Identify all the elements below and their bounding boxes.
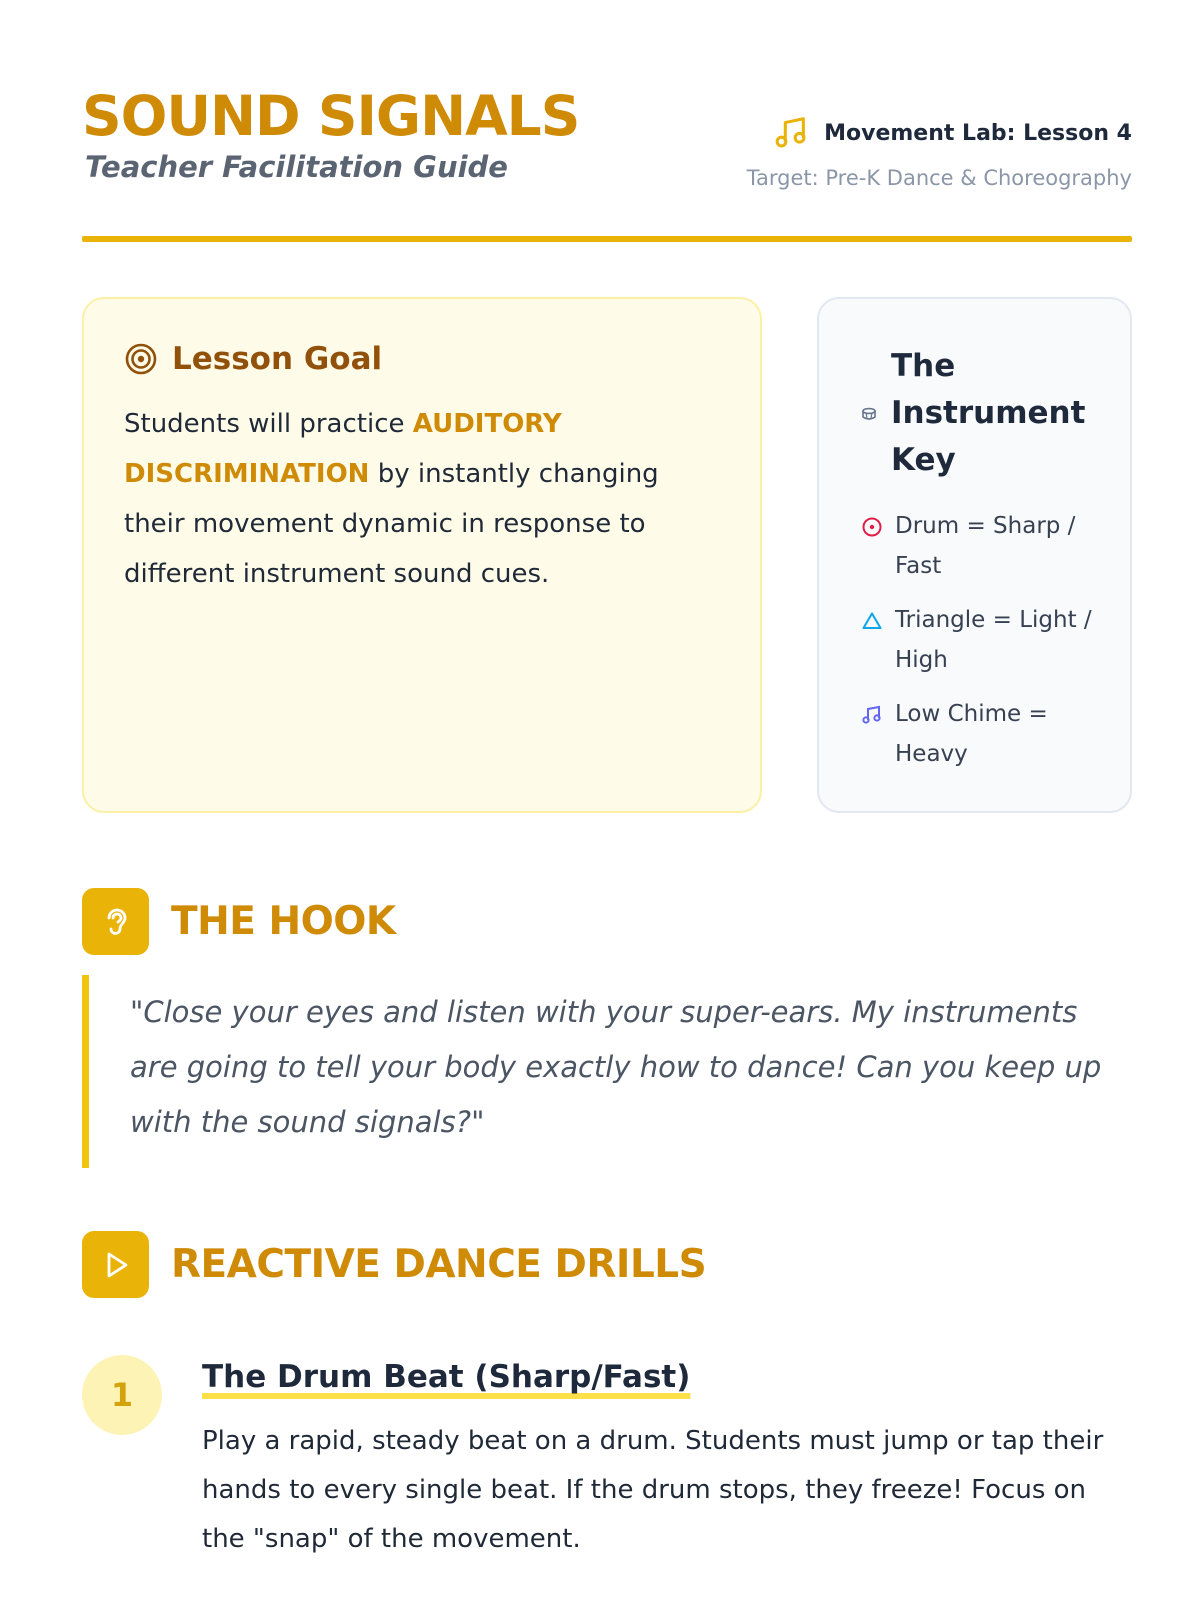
instrument-key-card bbox=[817, 297, 1132, 813]
hook-quote bbox=[82, 975, 1132, 1168]
header bbox=[82, 84, 1132, 244]
triangle-icon bbox=[861, 610, 883, 632]
header-divider bbox=[82, 236, 1132, 242]
target-icon bbox=[124, 342, 158, 376]
chime-icon bbox=[861, 704, 883, 726]
hook-title: THE HOOK bbox=[171, 899, 396, 944]
drill-description: Play a rapid, steady beat on a drum. Students must jump or tap their hands to every single beat. If the drum stops, they freeze! Focus on the "snap" of the movement. bbox=[202, 1426, 1104, 1554]
goal-text-start: Students will practice bbox=[124, 409, 413, 439]
instrument-key-title: The Instrument Key bbox=[891, 348, 1086, 478]
drum-icon bbox=[861, 406, 877, 422]
instrument-key-heading bbox=[861, 343, 1110, 484]
key-item-label: Low Chime = Heavy bbox=[895, 701, 1048, 767]
key-item-label: Triangle = Light / High bbox=[895, 607, 1092, 673]
drills-title: REACTIVE DANCE DRILLS bbox=[171, 1242, 707, 1287]
lesson-goal-heading bbox=[124, 341, 720, 377]
hook-badge bbox=[82, 888, 149, 955]
page-title: SOUND SIGNALS bbox=[82, 84, 580, 148]
drum-circle-icon bbox=[861, 516, 883, 538]
lesson-row bbox=[747, 114, 1132, 152]
drills-section-header bbox=[82, 1231, 706, 1298]
key-item-drum bbox=[861, 506, 1110, 586]
target-label: Target: Pre-K Dance & Choreography bbox=[746, 166, 1132, 190]
page-subtitle: Teacher Facilitation Guide bbox=[85, 150, 508, 184]
lesson-goal-title: Lesson Goal bbox=[172, 341, 383, 377]
goal-text-end: by instantly changing their movement dynamic in response to different instrument sound cues. bbox=[124, 459, 659, 589]
key-item-chime bbox=[861, 694, 1110, 774]
drill-number: 1 bbox=[82, 1355, 162, 1435]
lesson-label: Movement Lab: Lesson 4 bbox=[824, 120, 1132, 146]
lesson-goal-card bbox=[82, 297, 762, 813]
lesson-meta bbox=[747, 114, 1132, 190]
instrument-key-list bbox=[861, 506, 1110, 774]
drills-badge bbox=[82, 1231, 149, 1298]
ear-icon bbox=[97, 903, 135, 941]
lesson-goal-text bbox=[124, 399, 720, 599]
key-item-label: Drum = Sharp / Fast bbox=[895, 513, 1076, 579]
hook-section-header bbox=[82, 888, 396, 955]
key-item-triangle bbox=[861, 600, 1110, 680]
drill-title: The Drum Beat (Sharp/Fast) bbox=[202, 1359, 691, 1395]
play-icon bbox=[97, 1246, 135, 1284]
music-note-icon bbox=[772, 114, 810, 152]
goal-highlight: AUDITORY DISCRIMINATION bbox=[124, 409, 562, 489]
hook-quote-text: "Close your eyes and listen with your super-ears. My instruments are going to tell your body exactly how to dance! Can you keep up with the sound signals?" bbox=[130, 995, 1102, 1139]
